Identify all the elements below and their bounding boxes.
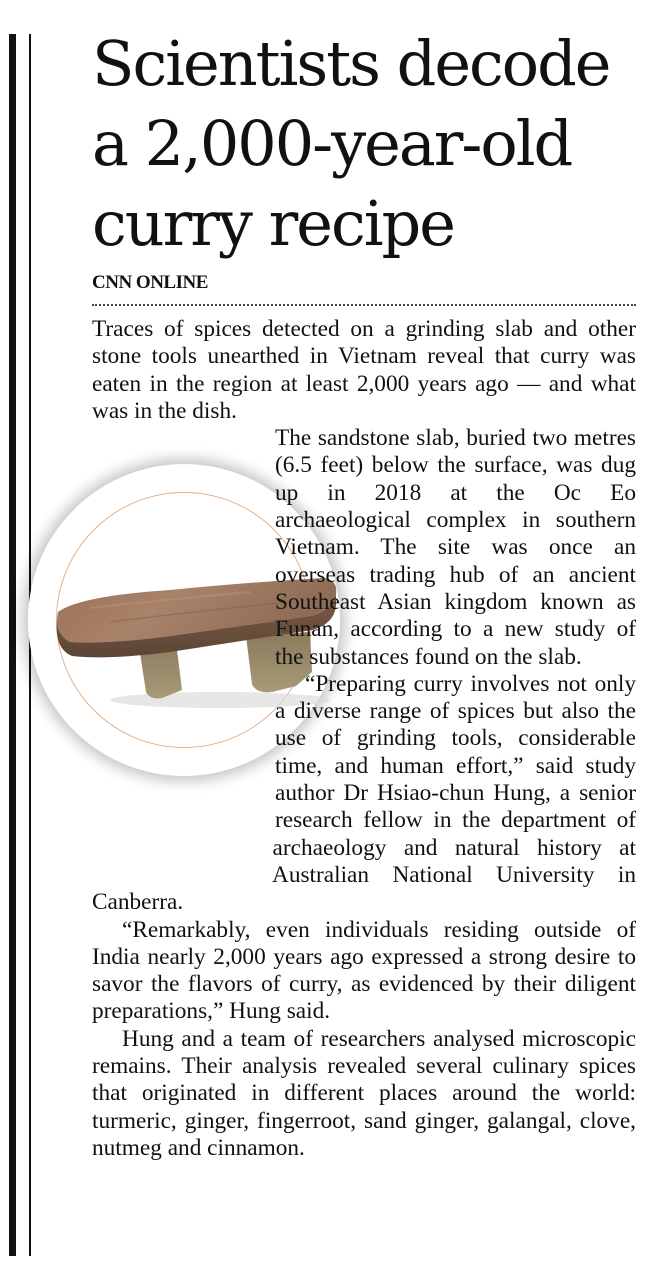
headline-line: Scientists decode xyxy=(92,27,610,100)
paragraph-lede: Traces of spices detected on a grinding slab and other stone tools unearthed in Vietnam reveal that curry was eaten in the region at least 2,000 years ago — and what was in the dish. xyxy=(92,316,636,424)
paragraph: Hung and a team of researchers analysed microscopic remains. Their analysis revealed several culinary spices that originated in different places around the world: turmeric, ginger, fingerroot, sand ginger, galangal, clove, nutmeg and cinnamon. xyxy=(92,1025,636,1161)
paragraph: “Remarkably, even individuals residing outside of India nearly 2,000 years ago expressed a strong desire to savor the flavors of curry, as evidenced by their diligent preparations,” Hung said. xyxy=(92,916,636,1025)
paragraph: “Preparing curry involves not only a diverse range of spices but also the use of grinding tools, considerable time, and human effort,” said study author Dr Hsiao-chun Hung, a senior research fellow in the department of archaeology and natural history at Australian National University in Canberra. xyxy=(92,670,636,916)
image-wrap-shape xyxy=(0,425,275,875)
article xyxy=(92,24,636,1162)
headline xyxy=(92,24,636,264)
headline-line: a 2,000-year-old xyxy=(92,107,572,180)
paragraph: The sandstone slab, buried two metres (6.5 feet) below the surface, was dug up in 2018 at the Oc Eo archaeological complex in southern Vietnam. The site was once an overseas trading hub of an ancient Southeast Asian kingdom known as Funan, according to a new study of the substances found on the slab. xyxy=(275,425,636,670)
source-byline: CNN ONLINE xyxy=(92,272,636,306)
headline-line: curry recipe xyxy=(92,187,454,260)
article-body xyxy=(92,316,636,1162)
